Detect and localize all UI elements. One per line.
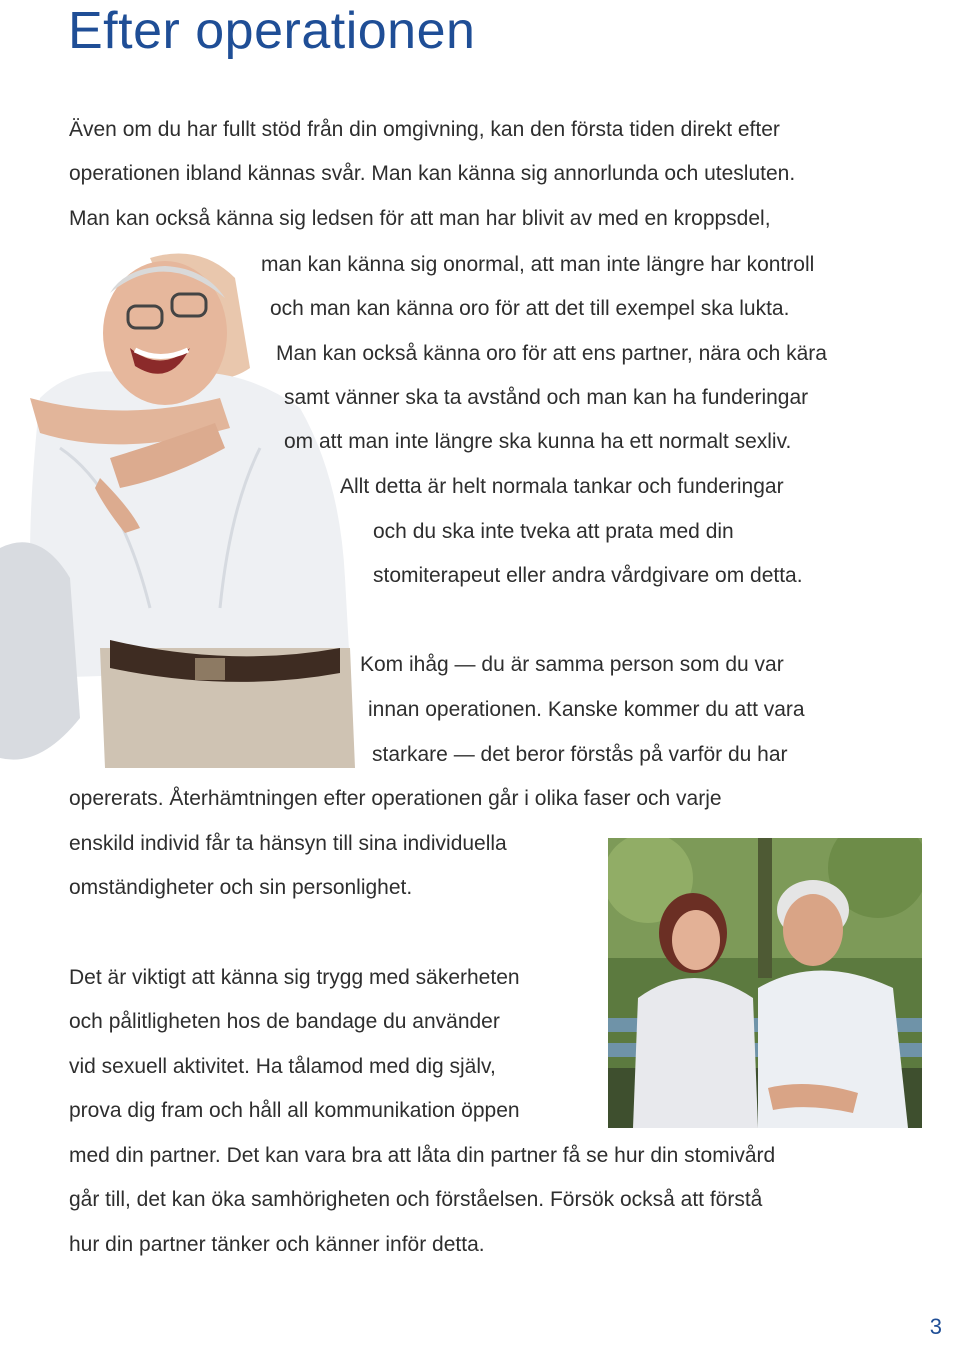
photo-couple-on-bench [608, 838, 922, 1128]
text-line: vid sexuell aktivitet. Ha tålamod med dig själv, [69, 1055, 496, 1078]
text-line: prova dig fram och håll all kommunikation öppen [69, 1099, 520, 1122]
page-title: Efter operationen [68, 2, 476, 60]
text-line: samt vänner ska ta avstånd och man kan ha funderingar [284, 386, 809, 409]
text-line: och pålitligheten hos de bandage du använder [69, 1010, 500, 1033]
text-line: om att man inte längre ska kunna ha ett normalt sexliv. [284, 430, 792, 453]
text-line: hur din partner tänker och känner inför detta. [69, 1233, 485, 1256]
text-line: stomiterapeut eller andra vårdgivare om detta. [373, 564, 803, 587]
text-line: Allt detta är helt normala tankar och funderingar [340, 475, 784, 498]
text-line: starkare — det beror förstås på varför du har [372, 743, 788, 766]
text-line: Man kan också känna oro för att ens partner, nära och kära [276, 342, 827, 365]
text-line: Man kan också känna sig ledsen för att man har blivit av med en kroppsdel, [69, 207, 771, 230]
text-line: enskild individ får ta hänsyn till sina individuella [69, 832, 507, 855]
text-line: med din partner. Det kan vara bra att låta din partner få se hur din stomivård [69, 1144, 776, 1167]
page-number: 3 [929, 1314, 942, 1339]
text-line: omständigheter och sin personlighet. [69, 876, 413, 899]
text-line: Kom ihåg — du är samma person som du var [360, 653, 784, 676]
text-line: går till, det kan öka samhörigheten och förståelsen. Försök också att förstå [69, 1188, 763, 1211]
text-line: Även om du har fullt stöd från din omgivning, kan den första tiden direkt efter [69, 118, 780, 141]
text-line: operationen ibland kännas svår. Man kan känna sig annorlunda och utesluten. [69, 162, 796, 185]
text-line: och man kan känna oro för att det till exempel ska lukta. [270, 297, 790, 320]
text-line: man kan känna sig onormal, att man inte längre har kontroll [261, 253, 815, 276]
text-line: Det är viktigt att känna sig trygg med säkerheten [69, 966, 520, 989]
text-line: opererats. Återhämtningen efter operationen går i olika faser och varje [69, 787, 722, 810]
text-line: och du ska inte tveka att prata med din [373, 520, 734, 543]
photo-man-piggyback [0, 248, 370, 768]
text-line: innan operationen. Kanske kommer du att vara [368, 698, 805, 721]
